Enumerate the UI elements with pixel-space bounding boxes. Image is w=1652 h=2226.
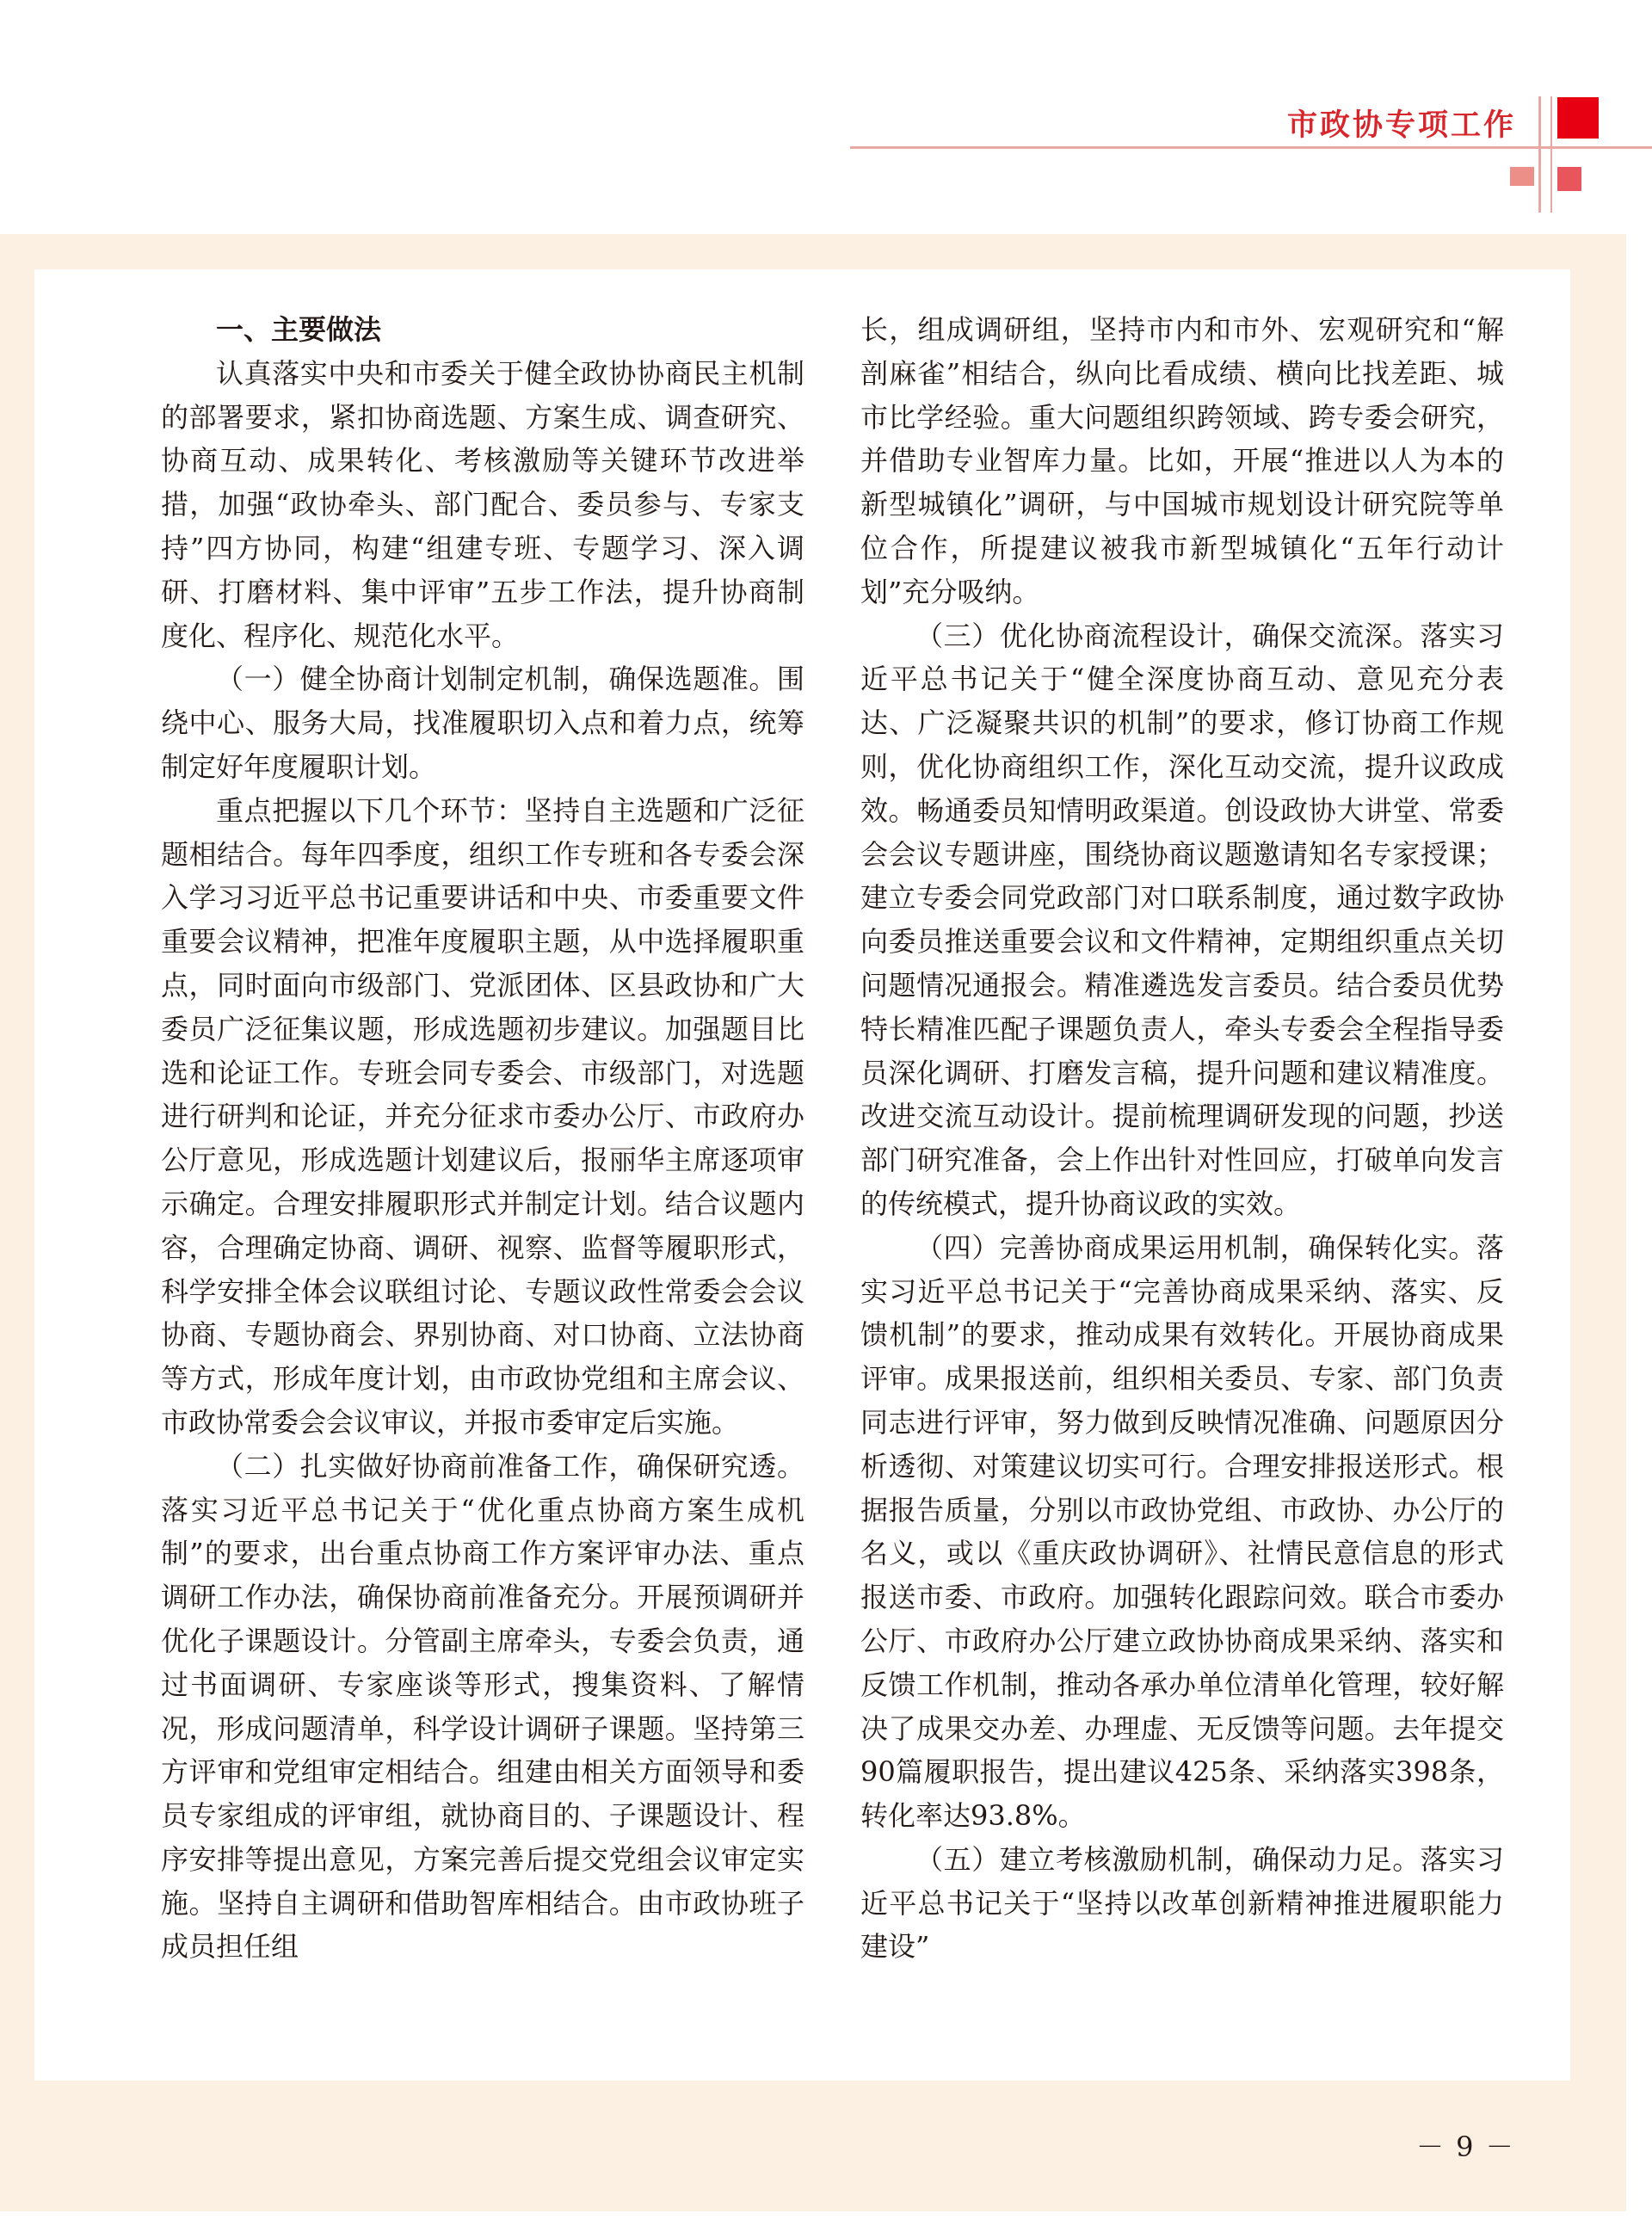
header-vertical-rule — [1550, 96, 1552, 213]
paragraph: 重点把握以下几个环节：坚持自主选题和广泛征题相结合。每年四季度，组织工作专班和各专委会深入学习习近平总书记重要讲话和中央、市委重要文件重要会议精神，把准年度履职主题，从中选择履职重点，同时面向市级部门、党派团体、区县政协和广大委员广泛征集议题，形成选题初步建议。加强题目比选和论证工作。专班会同专委会、市级部门，对选题进行研判和论证，并充分征求市委办公厅、市政府办公厅意见，形成选题计划建议后，报丽华主席逐项审示确定。合理安排履职形式并制定计划。结合议题内容，合理确定协商、调研、视察、监督等履职形式，科学安排全体会议联组讨论、专题议政性常委会会议协商、专题协商会、界别协商、对口协商、立法协商等方式，形成年度计划，由市政协党组和主席会议、市政协常委会会议审议，并报市委审定后实施。 — [161, 793, 804, 1439]
paragraph: 认真落实中央和市委关于健全政协协商民主机制的部署要求，紧扣协商选题、方案生成、调查研究、协商互动、成果转化、考核激励等关键环节改进举措，加强“政协牵头、部门配合、委员参与、专家支持”四方协同，构建“组建专班、专题学习、深入调研、打磨材料、集中评审”五步工作法，提升协商制度化、程序化、规范化水平。 — [161, 356, 804, 652]
page-header — [0, 0, 1652, 232]
paragraph: （一）健全协商计划制定机制，确保选题准。围绕中心、服务大局，找准履职切入点和着力点，统筹制定好年度履职计划。 — [161, 663, 804, 783]
header-rule — [850, 146, 1652, 149]
paragraph: （二）扎实做好协商前准备工作，确保研究透。落实习近平总书记关于“优化重点协商方案生成机制”的要求，出台重点协商工作方案评审办法、重点调研工作办法，确保协商前准备充分。开展预调研并优化子课题设计。分管副主席牵头，专委会负责，通过书面调研、专家座谈等形式，搜集资料、了解情况，形成问题清单，科学设计调研子课题。坚持第三方评审和党组审定相结合。组建由相关方面领导和委员专家组成的评审组，就协商目的、子课题设计、程序安排等提出意见，方案完善后提交党组会议审定实施。坚持自主调研和借助智库相结合。由市政协班子成员担任组 — [161, 1449, 804, 1964]
red-square-decoration — [1557, 97, 1599, 139]
header-vertical-rule — [1538, 96, 1541, 213]
paragraph: （三）优化协商流程设计，确保交流深。落实习近平总书记关于“健全深度协商互动、意见充分表达、广泛凝聚共识的机制”的要求，修订协商工作规则，优化协商组织工作，深化互动交流，提升议政成效。畅通委员知情明政渠道。创设政协大讲堂、常委会会议专题讲座，围绕协商议题邀请知名专家授课；建立专委会同党政部门对口联系制度，通过数字政协向委员推送重要会议和文件精神，定期组织重点关切问题情况通报会。精准遴选发言委员。结合委员优势特长精准匹配子课题负责人，牵头专委会全程指导委员深化调研、打磨发言稿，提升问题和建议精准度。改进交流互动设计。提前梳理调研发现的问题，抄送部门研究准备，会上作出针对性回应，打破单向发言的传统模式，提升协商议政的实效。 — [860, 619, 1504, 1220]
red-square-decoration — [1557, 167, 1581, 191]
section-heading: 一、主要做法 — [216, 313, 382, 346]
article-body — [34, 269, 1570, 2081]
paragraph: 长，组成调研组，坚持市内和市外、宏观研究和“解剖麻雀”相结合，纵向比看成绩、横向比找差距、城市比学经验。重大问题组织跨领域、跨专委会研究，并借助专业智库力量。比如，开展“推进以人为本的新型城镇化”调研，与中国城市规划设计研究院等单位合作，所提建议被我市新型城镇化“五年行动计划”充分吸纳。 — [860, 313, 1504, 608]
section-title: 市政协专项工作 — [1286, 108, 1516, 143]
paragraph: （五）建立考核激励机制，确保动力足。落实习近平总书记关于“坚持以改革创新精神推进履职能力建设” — [860, 1842, 1504, 1964]
page-number: － 9 － — [1416, 2130, 1515, 2163]
right-column — [860, 308, 1504, 1969]
pink-square-decoration — [1510, 167, 1534, 186]
left-column — [161, 308, 804, 1969]
paragraph: （四）完善协商成果运用机制，确保转化实。落实习近平总书记关于“完善协商成果采纳、落实、反馈机制”的要求，推动成果有效转化。开展协商成果评审。成果报送前，组织相关委员、专家、部门负责同志进行评审，努力做到反映情况准确、问题原因分析透彻、对策建议切实可行。合理安排报送形式。根据报告质量，分别以市政协党组、市政协、办公厅的名义，或以《重庆政协调研》、社情民意信息的形式报送市委、市政府。加强转化跟踪问效。联合市委办公厅、市政府办公厅建立政协协商成果采纳、落实和反馈工作机制，推动各承办单位清单化管理，较好解决了成果交办差、办理虚、无反馈等问题。去年提交90篇履职报告，提出建议425条、采纳落实398条，转化率达93.8%。 — [860, 1230, 1504, 1833]
